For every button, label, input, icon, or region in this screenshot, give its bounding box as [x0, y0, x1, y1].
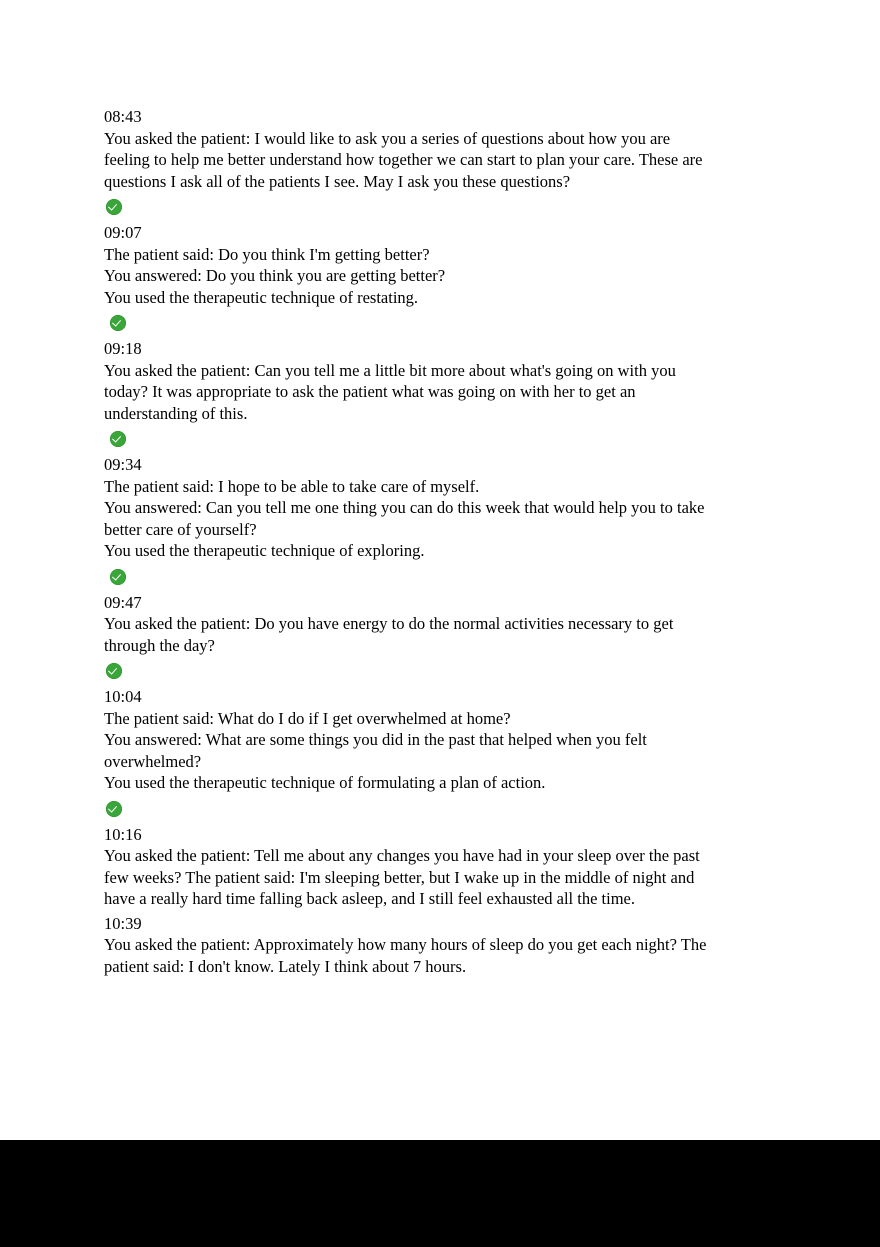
check-circle-icon: [110, 431, 126, 447]
entry-line: You asked the patient: I would like to ask you a series of questions about how you are feeling to help me better understand how together we can start to plan your care. These are questions I ask all of the patients I see. May I ask you these questions?: [104, 128, 703, 191]
entry-line: You used the therapeutic technique of formulating a plan of action.: [104, 773, 546, 792]
check-circle-icon: [106, 199, 122, 215]
entry-status: [104, 424, 708, 454]
entry-status: [104, 308, 708, 338]
entry-line: You asked the patient: Approximately how many hours of sleep do you get each night? The patient said: I don't know. Lately I think about 7 hours.: [104, 935, 707, 976]
transcript-entry: [104, 338, 708, 454]
entry-line: You used the therapeutic technique of restating.: [104, 287, 419, 307]
transcript-entry: [104, 824, 708, 913]
entry-timestamp: 09:07: [104, 223, 142, 242]
footer-black-bar: [0, 1140, 880, 1247]
entry-line: You asked the patient: Tell me about any changes you have had in your sleep over the past few weeks? The patient said: I'm sleeping better, but I wake up in the middle of night and have a really hard time falling back asleep, and I still feel exhausted all the time.: [104, 846, 700, 908]
entry-line: You used the therapeutic technique of exploring.: [104, 541, 425, 560]
entry-timestamp: 10:39: [104, 913, 142, 933]
transcript-list: [104, 106, 708, 977]
entry-line: You answered: What are some things you did in the past that helped when you felt overwhelmed?: [104, 730, 647, 771]
transcript-entry: [104, 913, 708, 978]
entry-timestamp: 09:18: [104, 339, 142, 358]
entry-timestamp: 08:43: [104, 107, 142, 126]
transcript-entry: [104, 454, 708, 592]
entry-timestamp: 10:16: [104, 824, 142, 844]
entry-line: You answered: Can you tell me one thing you can do this week that would help you to take better care of yourself?: [104, 498, 705, 539]
transcript-entry: [104, 592, 708, 687]
entry-line: You answered: Do you think you are getting better?: [104, 266, 446, 285]
entry-timestamp: 09:34: [104, 455, 142, 474]
entry-status: [104, 794, 708, 824]
entry-status: [104, 192, 708, 222]
entry-line: The patient said: Do you think I'm getting better?: [104, 244, 430, 264]
transcript-entry: [104, 686, 708, 824]
entry-status: [104, 562, 708, 592]
entry-line: You asked the patient: Can you tell me a little bit more about what's going on with you today? It was appropriate to ask the patient what was going on with her to get an understanding of this.: [104, 360, 676, 423]
entry-line: You asked the patient: Do you have energy to do the normal activities necessary to get through the day?: [104, 614, 674, 655]
entry-line: The patient said: I hope to be able to take care of myself.: [104, 476, 480, 496]
entry-line: The patient said: What do I do if I get overwhelmed at home?: [104, 708, 511, 728]
entry-timestamp: 09:47: [104, 592, 142, 612]
entry-status: [104, 656, 708, 686]
entry-timestamp: 10:04: [104, 687, 142, 706]
check-circle-icon: [106, 801, 122, 817]
check-circle-icon: [106, 663, 122, 679]
check-circle-icon: [110, 315, 126, 331]
transcript-entry: [104, 222, 708, 338]
transcript-entry: [104, 106, 708, 222]
check-circle-icon: [110, 569, 126, 585]
